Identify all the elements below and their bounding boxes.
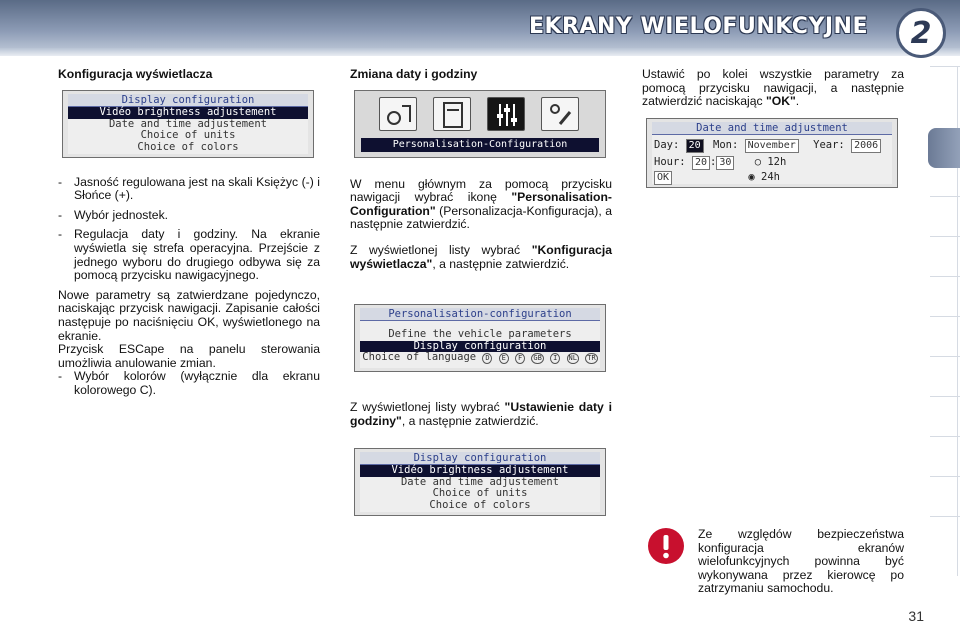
screen-row: Choice of colors [429,498,531,511]
tab[interactable] [930,196,960,230]
audio-icon [379,97,417,131]
lang-flag-icon: I [550,353,560,364]
main-menu-screen [354,90,606,158]
page-number: 31 [908,608,924,624]
screen-row: Vidéo brightness adjustement [68,107,308,119]
section-heading: Zmiana daty i godziny [350,67,478,81]
page-title: EKRANY WIELOFUNKCYJNE [528,14,868,39]
minute-field[interactable]: 30 [716,156,734,170]
lang-flag-icon: D [482,353,492,364]
maintenance-icon [541,97,579,131]
ok-row [654,171,780,185]
hour-row: Hour: 20 : 30 ○ 12h [654,156,787,168]
trip-computer-icon [433,97,471,131]
radio-12h[interactable]: ○ 12h [754,156,787,168]
paragraph: Nowe parametry są zatwierdzane pojedynczo, naciskając przycisk nawigacji. Zapisanie całości następuje po naciśnięciu OK, wyświetlonego na ekranie. [58,287,320,343]
screen-row: Display configuration [360,341,600,353]
chapter-number: 2 [896,8,946,58]
tab[interactable] [930,316,960,350]
header-strip [0,48,960,56]
screen-row: Define the vehicle parameters [388,328,572,340]
screen-row: Choice of units [140,129,236,141]
column-date-time-step3 [350,401,612,428]
month-field[interactable]: November [745,139,799,153]
tab[interactable] [930,276,960,310]
lang-flag-icon: E [499,353,509,364]
lang-flag-icon: GB [533,354,542,362]
paragraph: Z wyświetlonej listy wybrać "Ustawienie daty i godziny", a następnie zatwierdzić. [350,400,612,428]
screen-title: Display configuration [360,452,600,465]
tab[interactable] [930,66,960,100]
ok-button[interactable]: OK [654,171,672,185]
display-config-screen-2 [354,448,606,516]
warning-text: Ze względów bezpieczeństwa konfiguracja ekranów wielofunkcyjnych powinna być wykonywana przez kierowcę po zatrzymaniu samochodu. [698,527,904,596]
screen-title: Date and time adjustment [652,122,892,135]
warning-icon [648,528,684,564]
screen-title: Personalisation-configuration [360,308,600,321]
list-item: - Wybór kolorów (wyłącznie dla ekranu kolorowego C). [58,369,320,397]
screen-row: Date and time adjustement [108,117,268,130]
tab[interactable] [930,476,960,510]
chapter-tabs [926,66,960,576]
tab[interactable] [930,396,960,430]
paragraph: W menu głównym za pomocą przycisku nawigacji wybrać ikonę "Personalisation-Configuration" (Personalizacja-Konfiguracja), a następnie zatwierdzić. [350,176,612,232]
hour-field[interactable]: 20 [692,156,710,170]
personalisation-screen [354,304,606,372]
list-item: - Regulacja daty i godziny. Na ekranie wyświetla się strefa operacyjna. Przejście z jednego wyboru do drugiego odbywa się za pomocą przycisku nawigacyjnego. [58,227,320,283]
display-config-screen [62,90,314,158]
tab[interactable] [930,236,960,270]
screen-row: Vidéo brightness adjustement [360,465,600,477]
paragraph: Z wyświetlonej listy wybrać "Konfiguracja wyświetlacza", a następnie zatwierdzić. [350,242,612,271]
list-item: - Wybór jednostek. [58,207,169,222]
screen-row-language: Choice of language D E F GB I NL TR [362,351,596,363]
section-heading: Konfiguracja wyświetlacza [58,67,213,81]
paragraph: Ustawić po kolei wszystkie parametry za pomocą przycisku nawigacji, a następnie zatwierdzić naciskając "OK". [642,67,904,109]
tab[interactable] [930,436,960,470]
tab-active[interactable] [928,128,960,168]
screen-row: Choice of colors [137,140,239,153]
radio-24h[interactable]: ◉ 24h [748,171,780,183]
year-field[interactable]: 2006 [851,139,881,153]
settings-sliders-icon [487,97,525,131]
paragraph: Przycisk ESCape na panelu sterowania umożliwia anulowanie zmian. [58,342,320,370]
day-field[interactable]: 20 [686,139,704,153]
list-item: - Jasność regulowana jest na skali Księżyc (-) i Słońce (+). [58,174,320,203]
menu-label: Personalisation-Configuration [361,138,599,152]
screen-row: Date and time adjustement [400,475,560,488]
lang-flag-icon: TR [587,354,596,362]
lang-flag-icon: NL [568,354,577,362]
column-set-params [642,68,904,109]
screen-title: Display configuration [68,94,308,107]
lang-flag-icon: F [515,353,525,364]
date-time-screen [646,118,898,188]
screen-row: Choice of units [432,487,528,499]
date-row: Day: 20 Mon: November Year: 2006 [654,139,881,153]
tab[interactable] [930,516,960,550]
tab[interactable] [930,356,960,390]
